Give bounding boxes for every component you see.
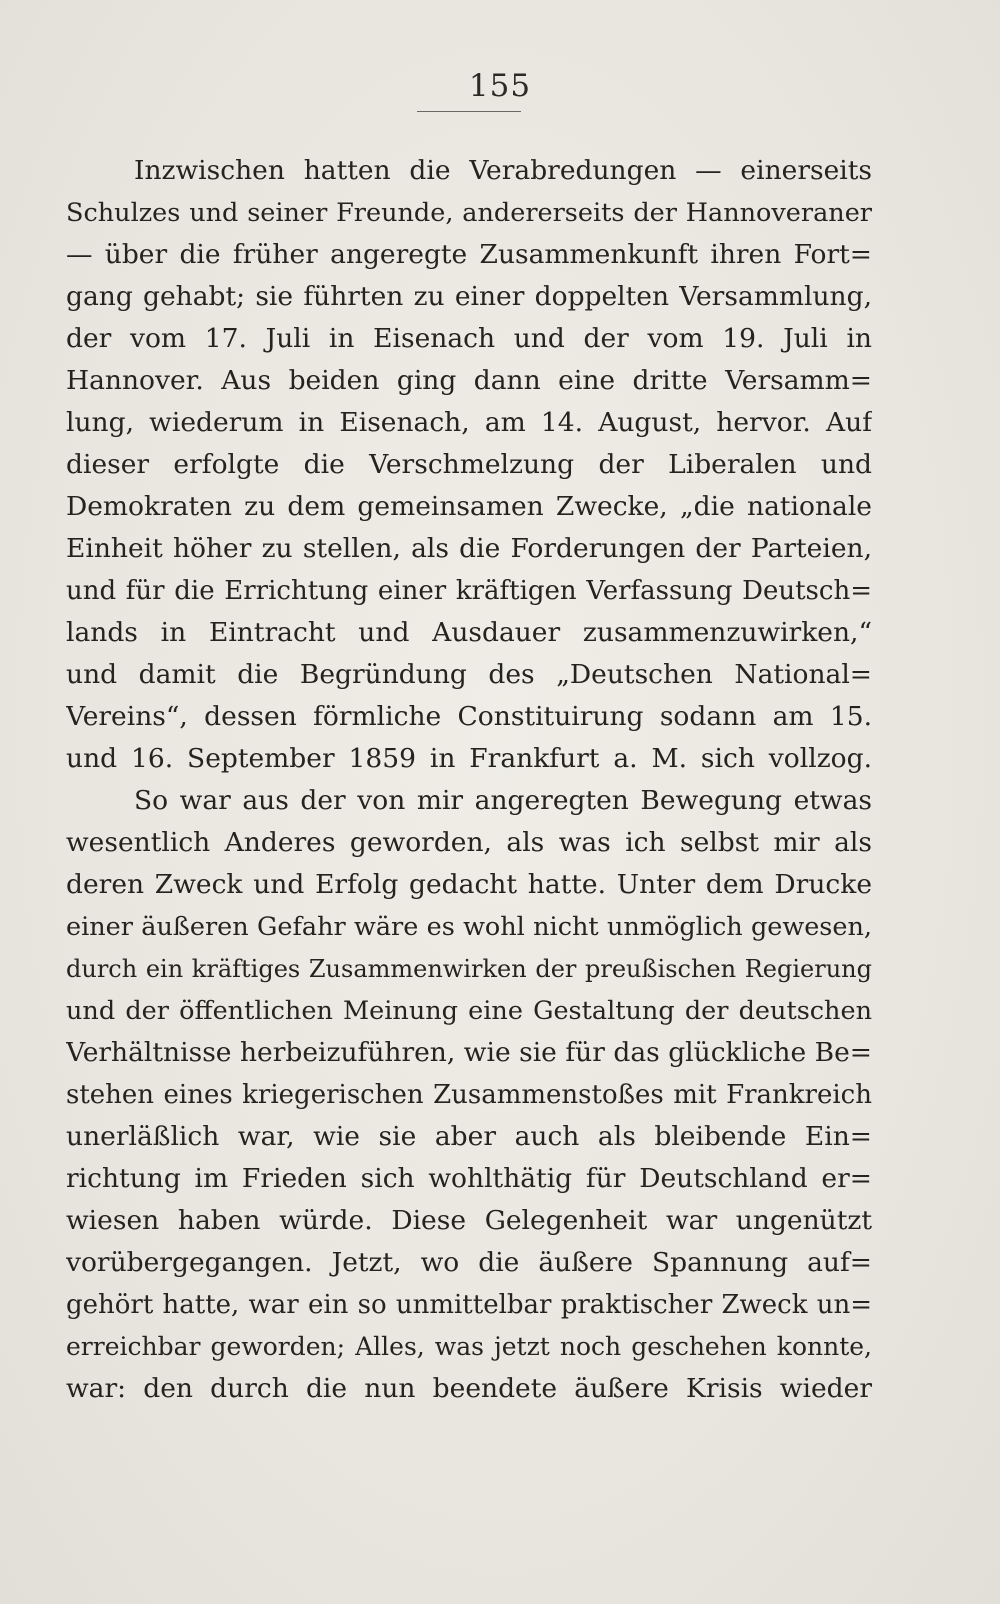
text-line: und damit die Begründung des „Deutschen National= [66, 659, 872, 690]
text-line: erreichbar geworden; Alles, was jetzt noch geschehen konnte, [66, 1332, 872, 1361]
text-line: Schulzes und seiner Freunde, andererseits der Hannoveraner [66, 198, 872, 228]
text-line: gang gehabt; sie führten zu einer doppelten Versammlung, [66, 281, 872, 312]
text-line: richtung im Frieden sich wohlthätig für Deutschland er= [66, 1163, 872, 1194]
text-line: und der öffentlichen Meinung eine Gestaltung der deutschen [66, 996, 872, 1026]
text-line: gehört hatte, war ein so unmittelbar praktischer Zweck un= [66, 1290, 872, 1320]
text-line: dieser erfolgte die Verschmelzung der Liberalen und [66, 449, 872, 480]
text-line: — über die früher angeregte Zusammenkunft ihren Fort= [66, 239, 872, 270]
text-line: durch ein kräftiges Zusammenwirken der preußischen Regierung [66, 955, 872, 983]
text-line: Vereins“, dessen förmliche Constituirung sodann am 15. [66, 701, 872, 732]
page-number: 155 [468, 68, 532, 104]
page-number-rule [417, 111, 521, 112]
text-line: lands in Eintracht und Ausdauer zusammenzuwirken,“ [66, 617, 872, 648]
text-line: unerläßlich war, wie sie aber auch als bleibende Ein= [66, 1121, 872, 1152]
text-line: So war aus der von mir angeregten Bewegung etwas [134, 785, 872, 816]
text-line: vorübergegangen. Jetzt, wo die äußere Spannung auf= [66, 1247, 872, 1278]
text-line: Demokraten zu dem gemeinsamen Zwecke, „die nationale [66, 491, 872, 522]
text-line: Hannover. Aus beiden ging dann eine dritte Versamm= [66, 365, 872, 396]
text-line: deren Zweck und Erfolg gedacht hatte. Unter dem Drucke [66, 869, 872, 900]
body-text [66, 150, 872, 1410]
text-line: war: den durch die nun beendete äußere Krisis wieder [66, 1373, 872, 1404]
text-line: wiesen haben würde. Diese Gelegenheit war ungenützt [66, 1205, 872, 1236]
text-line: der vom 17. Juli in Eisenach und der vom 19. Juli in [66, 323, 872, 354]
text-line: und für die Errichtung einer kräftigen Verfassung Deutsch= [66, 576, 872, 606]
text-line: stehen eines kriegerischen Zusammenstoßes mit Frankreich [66, 1080, 872, 1110]
text-line: einer äußeren Gefahr wäre es wohl nicht unmöglich gewesen, [66, 912, 872, 942]
text-line: wesentlich Anderes geworden, als was ich selbst mir als [66, 827, 872, 858]
text-line: Verhältnisse herbeizuführen, wie sie für das glückliche Be= [66, 1037, 872, 1068]
text-line: Inzwischen hatten die Verabredungen — einerseits [134, 155, 872, 186]
text-line: und 16. September 1859 in Frankfurt a. M. sich vollzog. [66, 743, 872, 774]
text-line: Einheit höher zu stellen, als die Forderungen der Parteien, [66, 533, 872, 564]
text-line: lung, wiederum in Eisenach, am 14. August, hervor. Auf [66, 407, 872, 438]
